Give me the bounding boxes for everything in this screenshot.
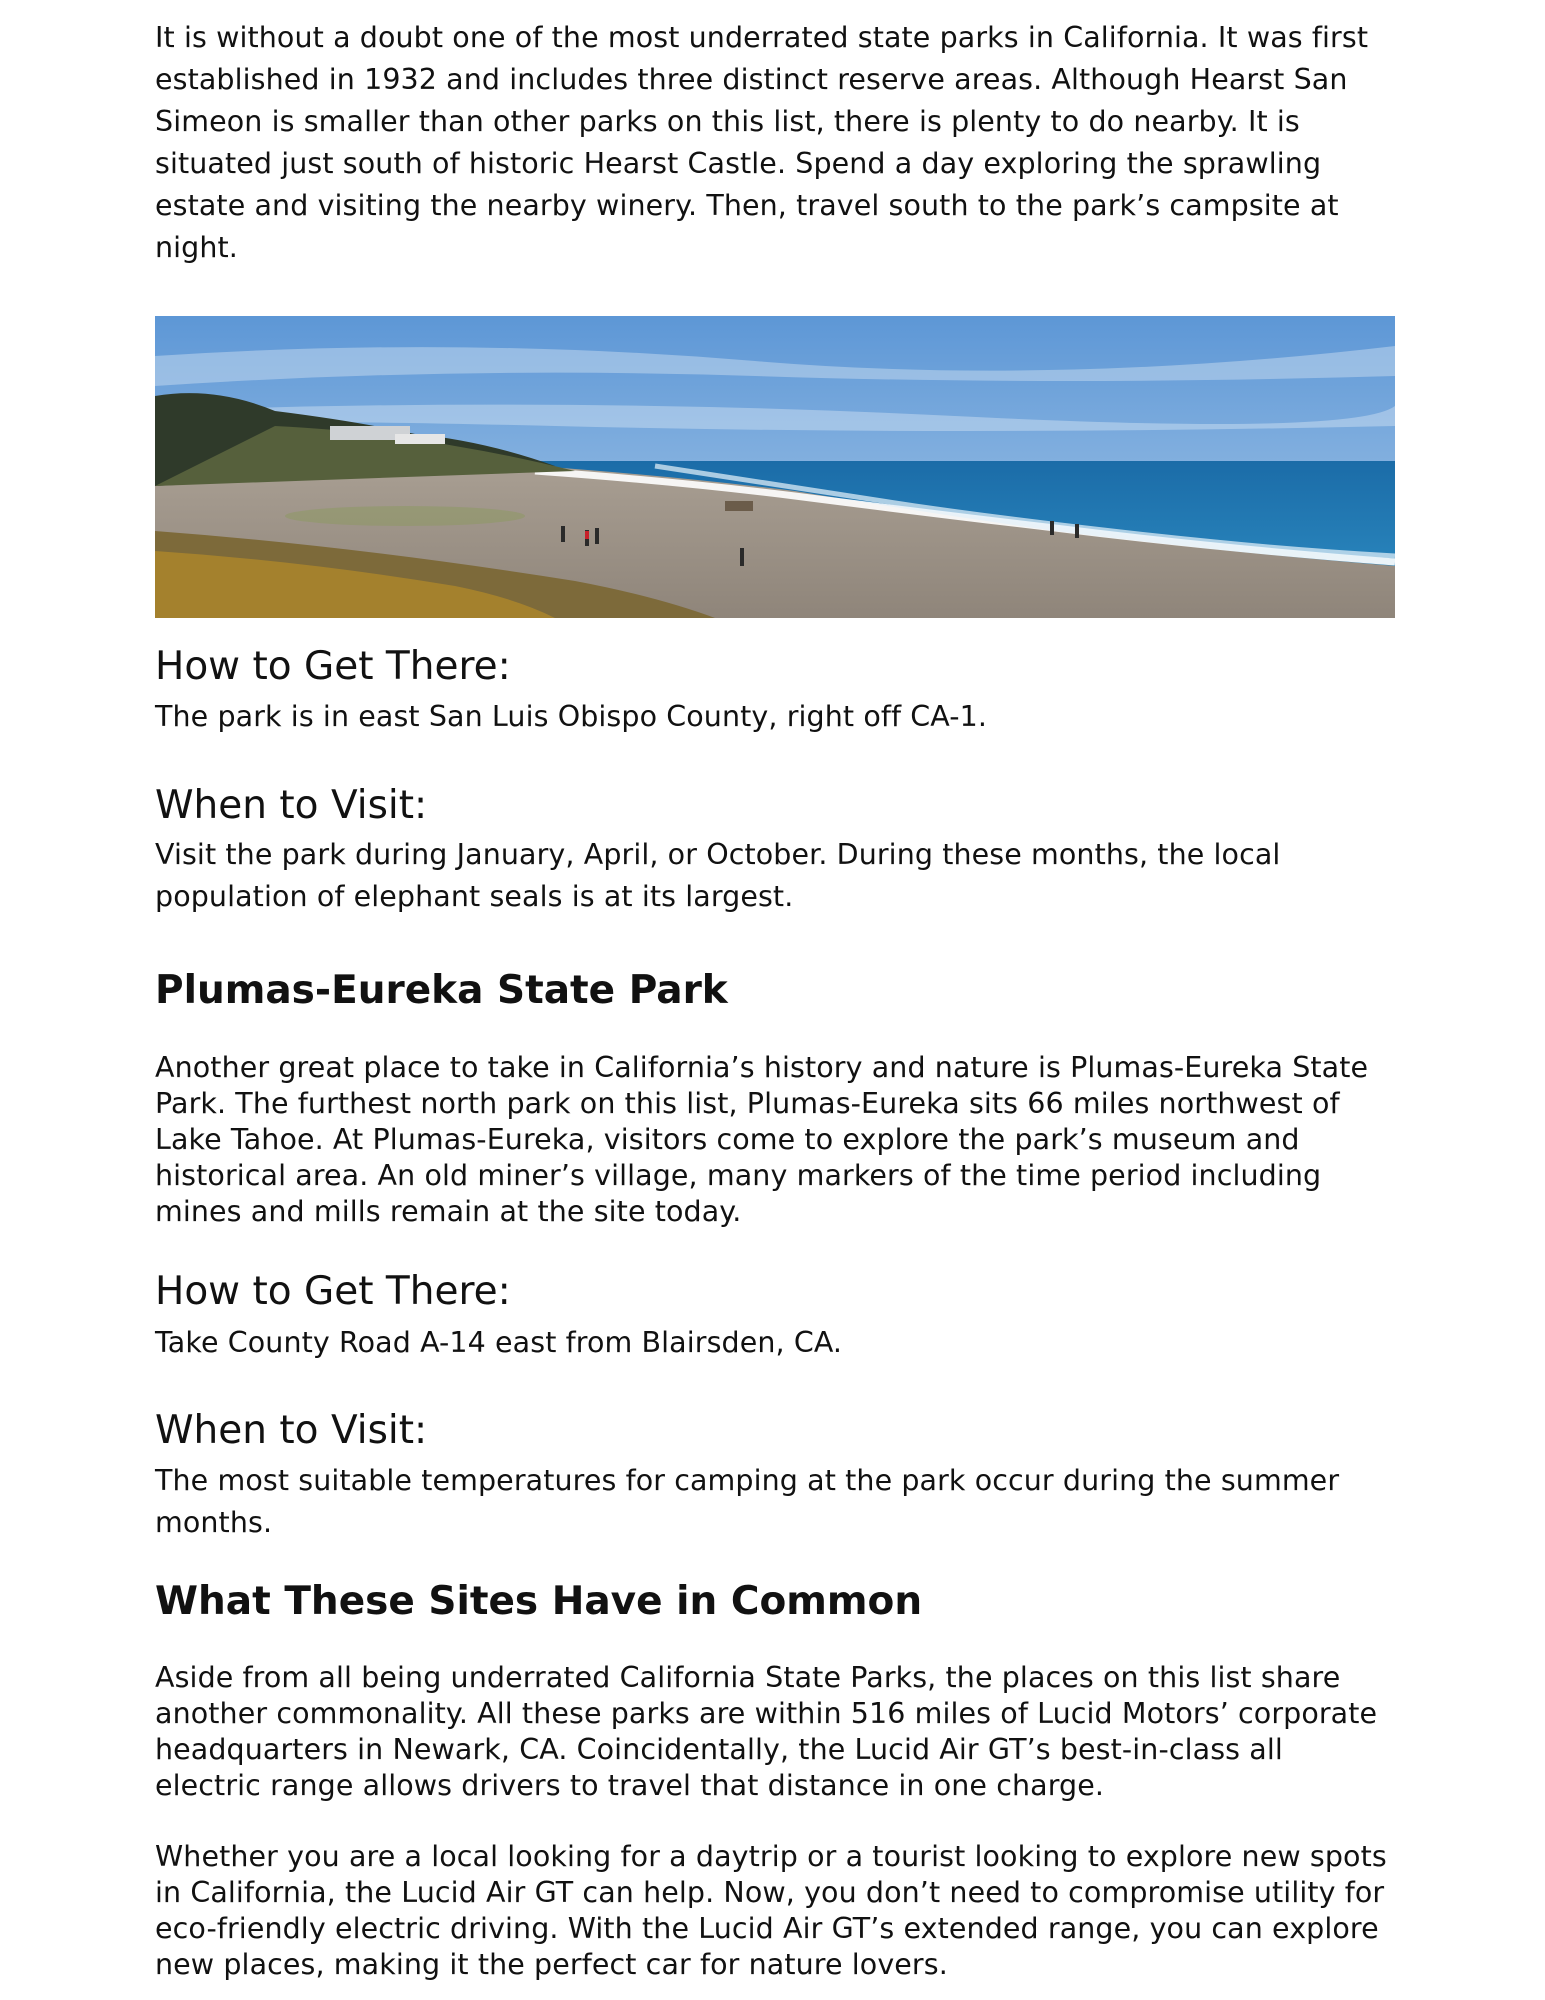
plumas-intro-paragraph: Another great place to take in California’s history and nature is Plumas-Eureka State Park. The furthest north park on this list, Plumas-Eureka sits 66 miles northwest of Lake Tahoe. At Plumas-Eureka, visitors come to explore the park’s museum and historical area. An old miner’s village, many markers of the time period including mines and mills remain at the site today. [155,1051,1369,1228]
hearst-when-heading: When to Visit: [155,783,428,828]
hearst-how-heading: How to Get There: [155,644,511,689]
plumas-how-heading: How to Get There: [155,1269,511,1314]
beach-photo [155,316,1395,618]
hearst-how-text: The park is in east San Luis Obispo County, right off CA-1. [155,700,988,733]
plumas-heading: Plumas-Eureka State Park [155,968,728,1013]
plumas-when-heading: When to Visit: [155,1408,428,1453]
common-heading: What These Sites Have in Common [155,1579,923,1624]
plumas-when-text: The most suitable temperatures for camping at the park occur during the summer months. [155,1464,1340,1539]
common-paragraph-2: Whether you are a local looking for a daytrip or a tourist looking to explore new spots in California, the Lucid Air GT can help. Now, you don’t need to compromise utility for eco-friendly electric driving. With the Lucid Air GT’s extended range, you can explore new places, making it the perfect car for nature lovers. [155,1840,1387,1981]
hearst-intro-paragraph: It is without a doubt one of the most underrated state parks in California. It was first established in 1932 and includes three distinct reserve areas. Although Hearst San Simeon is smaller than other parks on this list, there is plenty to do nearby. It is situated just south of historic Hearst Castle. Spend a day exploring the sprawling estate and visiting the nearby winery. Then, travel south to the park’s campsite at night. [155,21,1369,264]
common-paragraph-1: Aside from all being underrated California State Parks, the places on this list share another commonality. All these parks are within 516 miles of Lucid Motors’ corporate headquarters in Newark, CA. Coincidentally, the Lucid Air GT’s best-in-class all electric range allows drivers to travel that distance in one charge. [155,1661,1378,1802]
hearst-when-text: Visit the park during January, April, or October. During these months, the local population of elephant seals is at its largest. [155,838,1281,913]
plumas-how-text: Take County Road A-14 east from Blairsden, CA. [155,1326,843,1359]
